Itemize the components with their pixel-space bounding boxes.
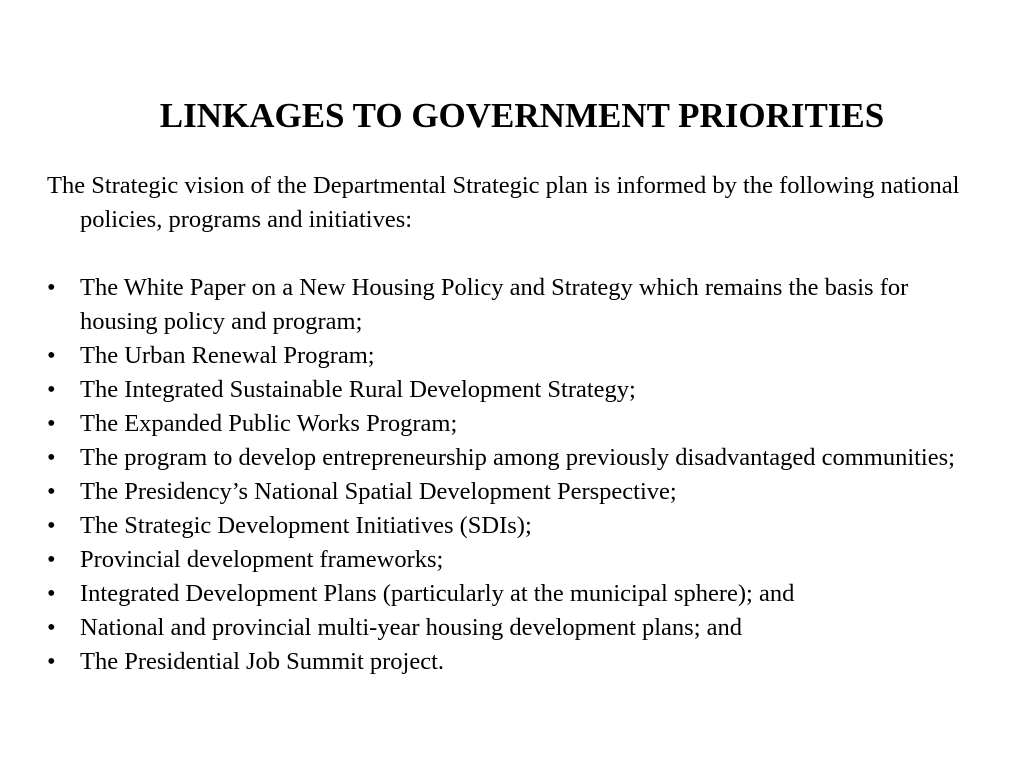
bullet-icon: • <box>47 376 56 403</box>
intro-paragraph: The Strategic vision of the Departmental Strategic plan is informed by the following national policies, programs and initiatives: <box>47 172 960 233</box>
list-item <box>47 339 962 373</box>
list-item-text: National and provincial multi-year housing development plans; and <box>80 614 743 641</box>
list-item <box>47 271 962 339</box>
bullet-icon: • <box>47 444 56 471</box>
list-item <box>47 577 962 611</box>
list-item-text: The Presidential Job Summit project. <box>80 648 445 675</box>
list-item-text: The White Paper on a New Housing Policy and Strategy which remains the basis for housing policy and program; <box>80 274 909 335</box>
bullet-icon: • <box>47 342 56 369</box>
bullet-icon: • <box>47 410 56 437</box>
list-item-text: The Presidency’s National Spatial Development Perspective; <box>80 478 677 505</box>
list-item-text: The Strategic Development Initiatives (SDIs); <box>80 512 532 539</box>
list-item-text: The program to develop entrepreneurship among previously disadvantaged communities; <box>80 444 955 471</box>
list-item-text: The Urban Renewal Program; <box>80 342 375 369</box>
list-item <box>47 441 962 475</box>
bullet-icon: • <box>47 512 56 539</box>
list-item <box>47 475 962 509</box>
bullet-icon: • <box>47 274 56 301</box>
list-item-text: The Integrated Sustainable Rural Development Strategy; <box>80 376 636 403</box>
paragraph-spacer <box>47 237 962 271</box>
bullet-icon: • <box>47 546 56 573</box>
list-item-text: The Expanded Public Works Program; <box>80 410 458 437</box>
bullet-icon: • <box>47 648 56 675</box>
slide-title: LINKAGES TO GOVERNMENT PRIORITIES <box>159 96 885 135</box>
list-item-text: Integrated Development Plans (particularly at the municipal sphere); and <box>80 580 795 607</box>
list-item <box>47 509 962 543</box>
list-item-text: Provincial development frameworks; <box>80 546 444 573</box>
priority-list <box>47 271 962 679</box>
bullet-icon: • <box>47 580 56 607</box>
bullet-icon: • <box>47 614 56 641</box>
list-item <box>47 645 962 679</box>
slide-body <box>47 169 962 679</box>
list-item <box>47 611 962 645</box>
list-item <box>47 407 962 441</box>
bullet-icon: • <box>47 478 56 505</box>
list-item <box>47 373 962 407</box>
list-item <box>47 543 962 577</box>
